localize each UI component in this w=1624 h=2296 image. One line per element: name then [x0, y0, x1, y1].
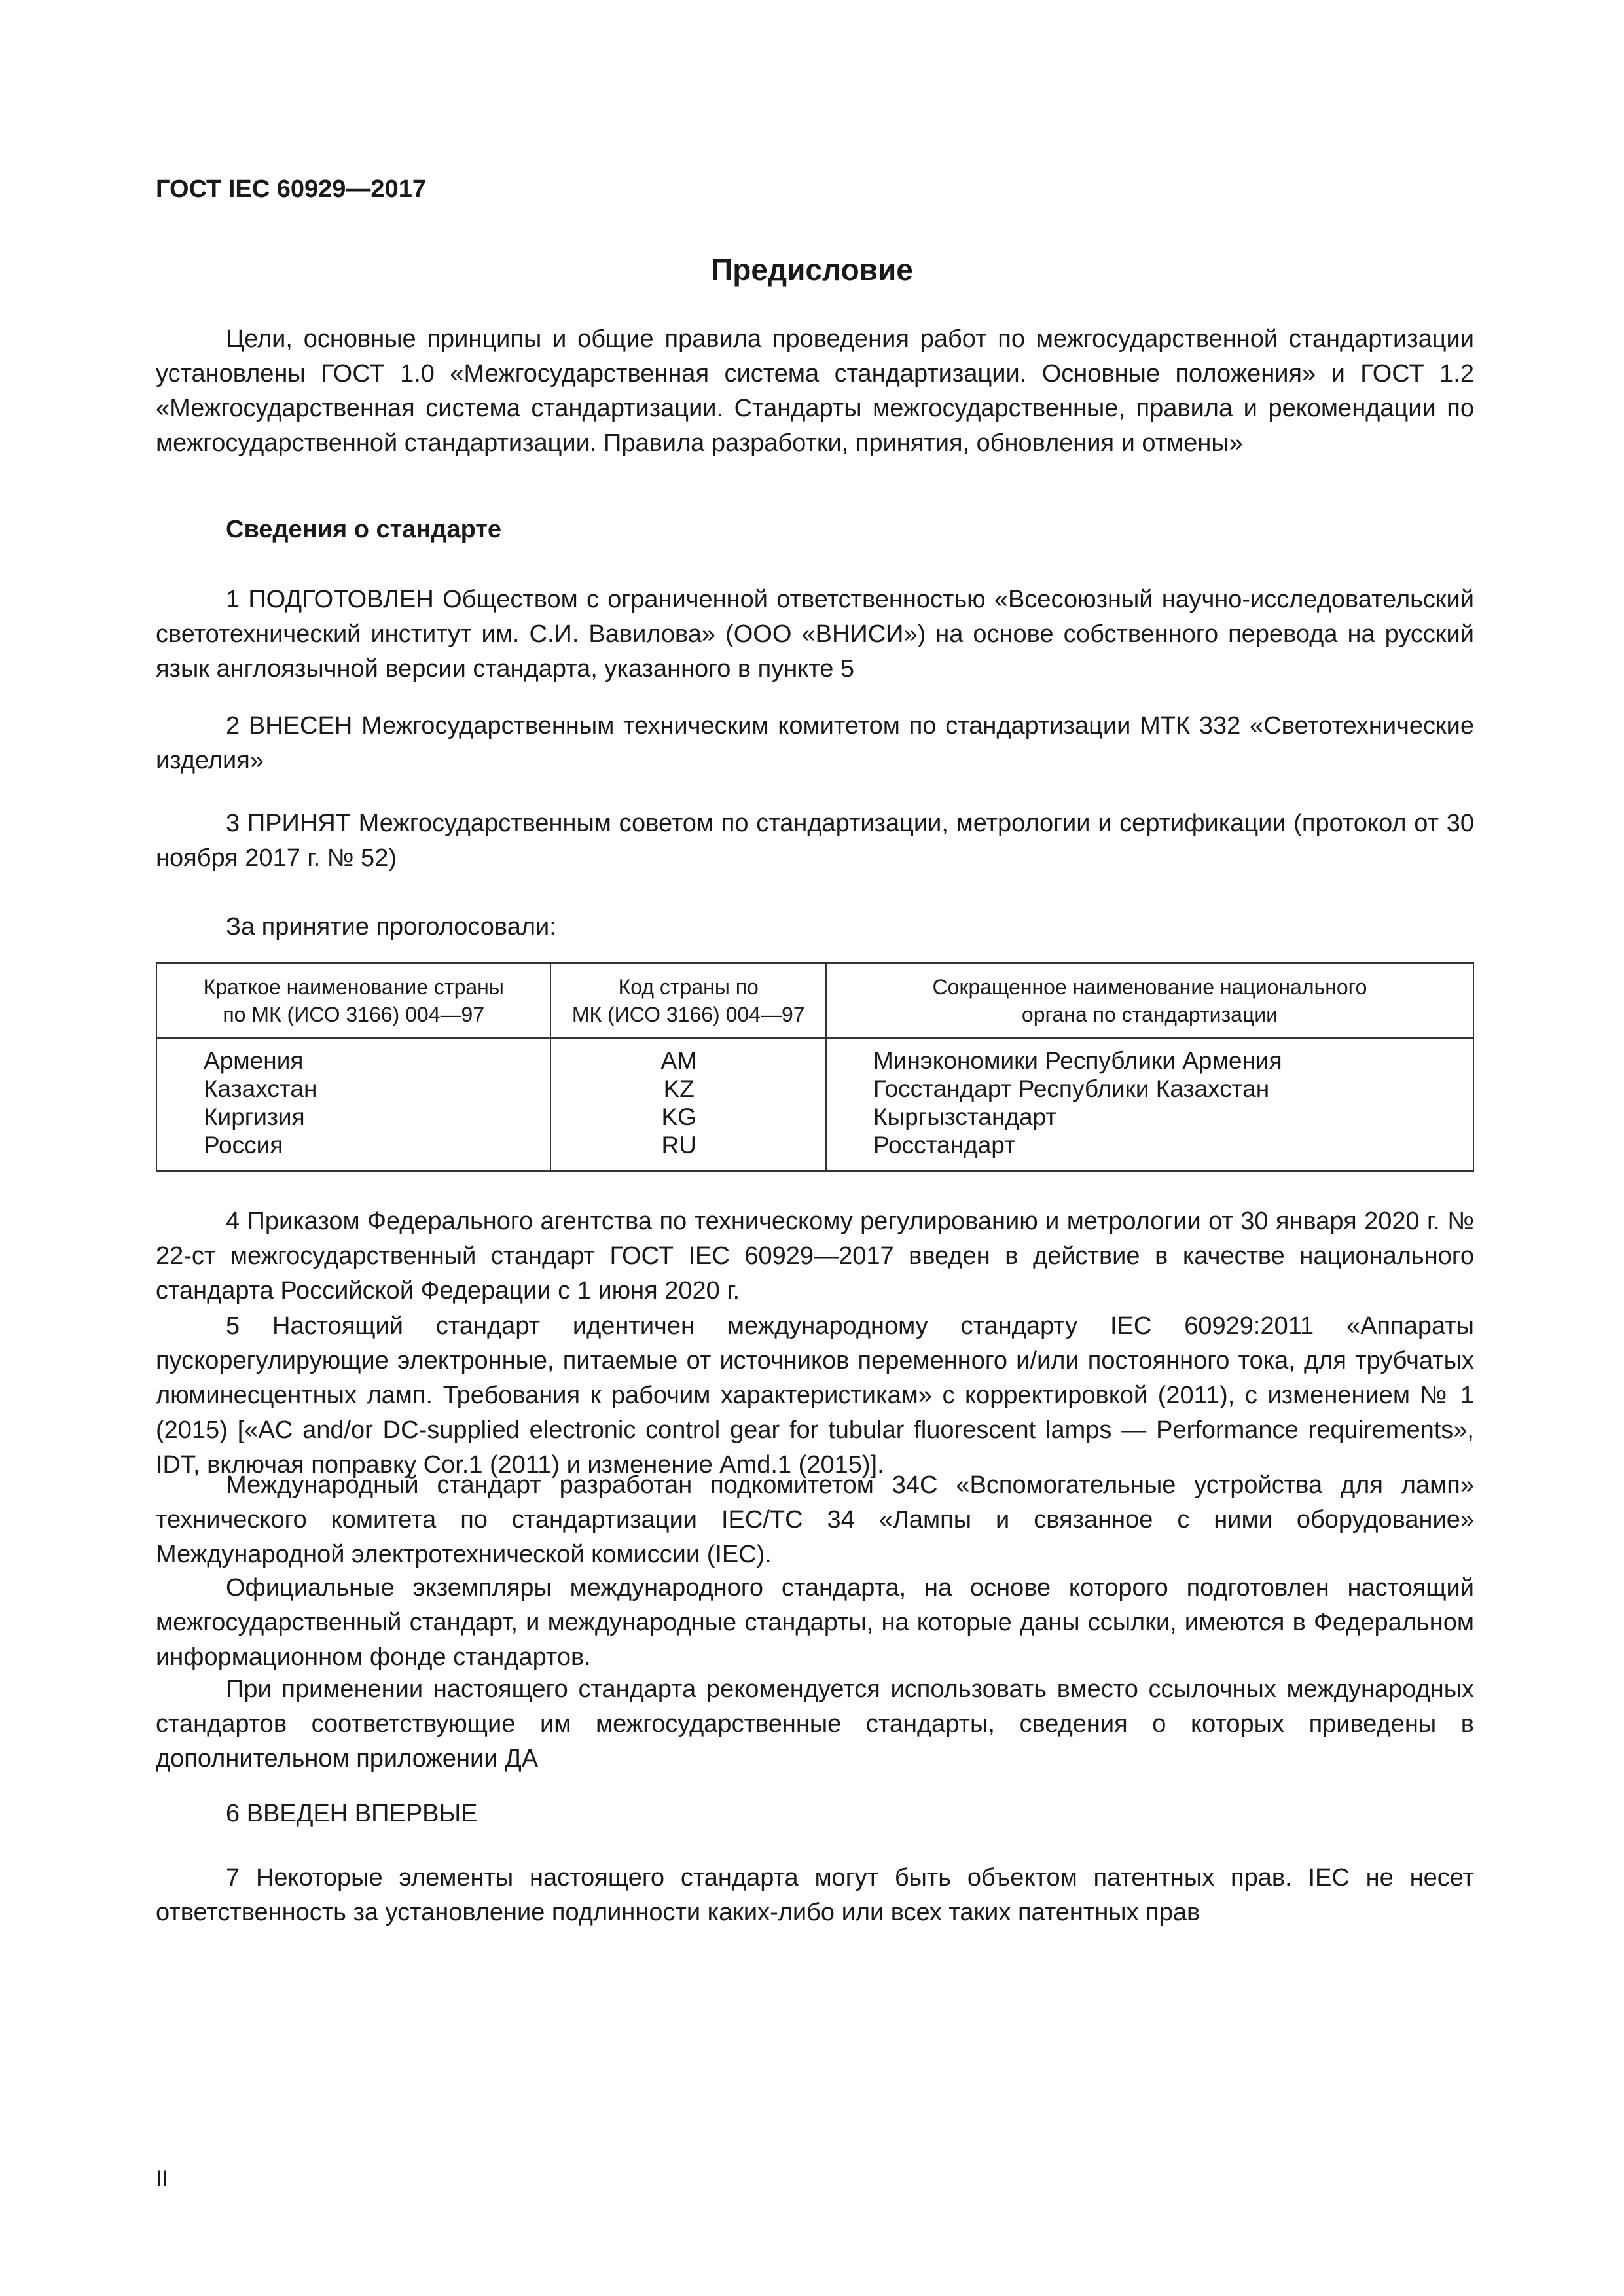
- voting-table: [156, 962, 1474, 1172]
- header-country: Краткое наименование страны по МК (ИСО 3166) 004—97: [156, 963, 550, 1039]
- intro-paragraph: Цели, основные принципы и общие правила проведения работ по межгосударственной стандартизации установлены ГОСТ 1.0 «Межгосударственная система стандартизации. Основные положения» и ГОСТ 1.2 «Межгосударственная система стандартизации. Стандарты межгосударственные, правила и рекомендации по межгосударственной стандартизации. Правила разработки, принятия, обновления и отмены»: [156, 325, 1474, 457]
- country-cell: Казахстан: [204, 1075, 317, 1102]
- item-5-developed-by: Международный стандарт разработан подкомитетом 34С «Вспомогательные устройства для ламп» технического комитета по стандартизации IEC/TC 34 «Лампы и связанное с ними оборудование» Международной электротехнической комиссии (IEC).: [156, 1471, 1474, 1568]
- org-cell: Росстандарт: [873, 1132, 1016, 1158]
- voting-table-body: [156, 1038, 1473, 1171]
- org-column: [826, 1038, 1473, 1171]
- code-cell: RU: [661, 1132, 696, 1158]
- country-cell: Киргизия: [204, 1103, 305, 1130]
- item-1-prepared: 1 ПОДГОТОВЛЕН Обществом с ограниченной ответственностью «Всесоюзный научно-исследовательский светотехнический институт им. С.И. Вавилова» (ООО «ВНИСИ») на основе собственного перевода на русский язык англоязычной версии стандарта, указанного в пункте 5: [156, 586, 1474, 683]
- item-7-patents: 7 Некоторые элементы настоящего стандарта могут быть объектом патентных прав. IEC не несет ответственность за установление подлинности каких-либо или всех таких патентных прав: [156, 1864, 1474, 1926]
- page-number: II: [156, 2166, 168, 2191]
- org-cell: Кыргызстандарт: [873, 1103, 1057, 1130]
- item-3-adopted: 3 ПРИНЯТ Межгосударственным советом по стандартизации, метрологии и сертификации (протокол от 30 ноября 2017 г. № 52): [156, 810, 1474, 872]
- country-cell: Россия: [204, 1132, 283, 1158]
- item-5-identical: 5 Настоящий стандарт идентичен международному стандарту IEC 60929:2011 «Аппараты пускорегулирующие электронные, питаемые от источников переменного и/или постоянного тока, для трубчатых люминесцентных ламп. Требования к рабочим характеристикам» с корректировкой (2011), с изменением № 1 (2015) [«AC and/or DC-supplied electronic control gear for tubular fluorescent lamps — Performance requirements», IDT, включая поправку Cor.1 (2011) и изменение Amd.1 (2015)].: [156, 1312, 1474, 1479]
- country-column: [156, 1038, 550, 1171]
- voting-table-header: [156, 963, 1473, 1039]
- code-cell: KZ: [663, 1075, 695, 1102]
- item-5-official-copies: Официальные экземпляры международного стандарта, на основе которого подготовлен настоящий межгосударственный стандарт, и международные стандарты, на которые даны ссылки, имеются в Федеральном информационном фонде стандартов.: [156, 1574, 1474, 1671]
- item-5-application: При применении настоящего стандарта рекомендуется использовать вместо ссылочных международных стандартов соответствующие им межгосударственные стандарты, сведения о которых приведены в дополнительном приложении ДА: [156, 1676, 1474, 1772]
- code-column: [550, 1038, 826, 1171]
- item-6-first-introduced: 6 ВВЕДЕН ВПЕРВЫЕ: [226, 1800, 478, 1827]
- country-cell: Армения: [204, 1047, 304, 1074]
- item-4-order: 4 Приказом Федерального агентства по техническому регулированию и метрологии от 30 января 2020 г. № 22-ст межгосударственный стандарт ГОСТ IEC 60929—2017 введен в действие в качестве национального стандарта Российской Федерации с 1 июня 2020 г.: [156, 1208, 1474, 1304]
- header-code: Код страны по МК (ИСО 3166) 004—97: [550, 963, 826, 1039]
- code-cell: AM: [660, 1047, 697, 1074]
- code-cell: KG: [661, 1103, 696, 1130]
- page-title: Предисловие: [711, 253, 913, 287]
- voted-label: За принятие проголосовали:: [226, 913, 556, 941]
- org-cell: Госстандарт Республики Казахстан: [873, 1075, 1270, 1102]
- item-2-introduced: 2 ВНЕСЕН Межгосударственным техническим комитетом по стандартизации МТК 332 «Светотехнические изделия»: [156, 712, 1474, 774]
- section-heading: Сведения о стандарте: [226, 516, 502, 543]
- header-org: Сокращенное наименование национального органа по стандартизации: [826, 963, 1473, 1039]
- org-cell: Минэкономики Республики Армения: [873, 1047, 1282, 1074]
- document-code: ГОСТ IEC 60929—2017: [156, 175, 426, 203]
